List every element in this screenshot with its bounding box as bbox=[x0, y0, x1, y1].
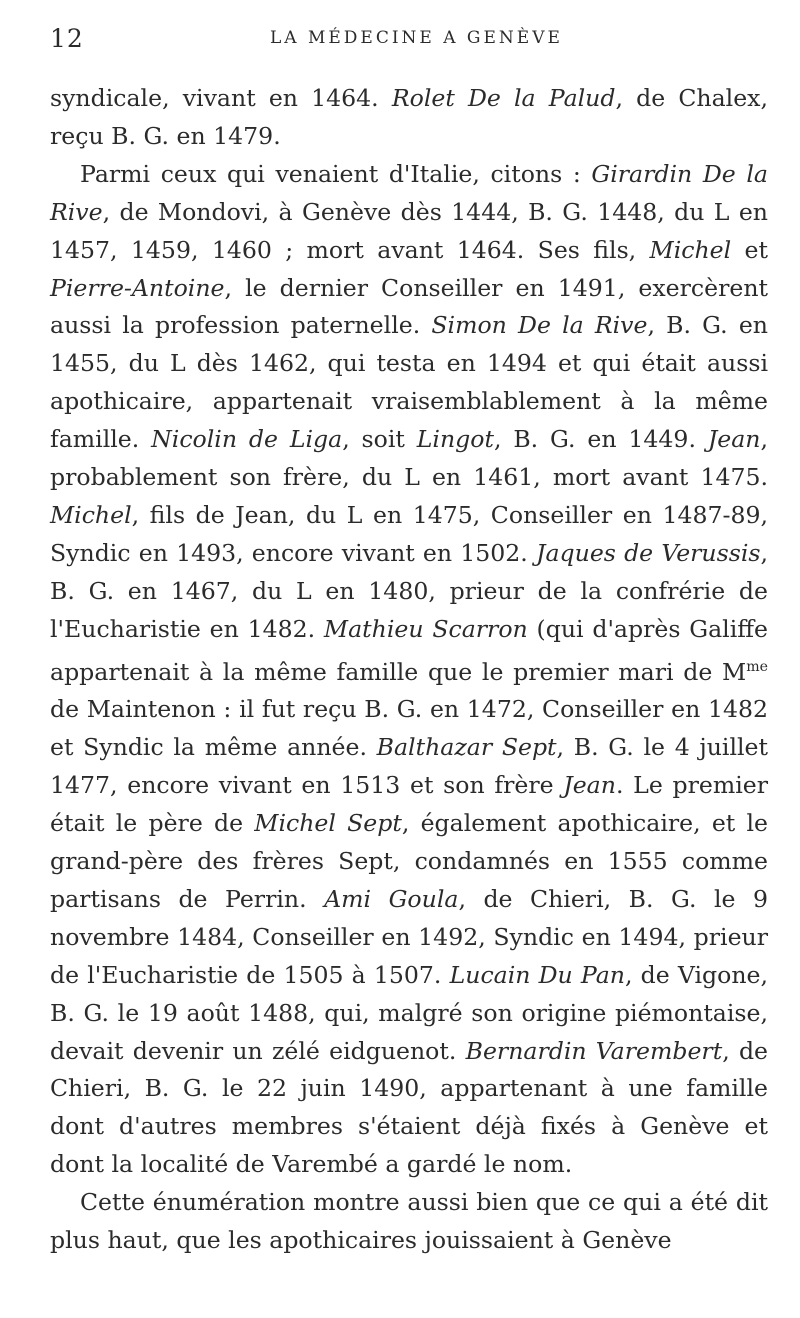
text-run: , B. G. en 1455, du L dès 1462, qui testa en 1494 et qui était aussi apothicaire, appartenait vraisemblablement à la même famille. bbox=[50, 311, 768, 454]
person-name: Lingot bbox=[416, 425, 494, 454]
text-run: , de Mondovi, à Genève dès 1444, B. G. 1448, du L en 1457, 1459, 1460 ; mort avant 1464. Ses fils, bbox=[50, 197, 768, 264]
person-name: Simon De la Rive bbox=[431, 311, 648, 340]
person-name: Balthazar Sept bbox=[376, 733, 557, 762]
person-name: Rolet De la Palud bbox=[391, 84, 616, 112]
person-name: Michel bbox=[50, 500, 132, 529]
text-run: , fils de Jean, du L en 1475, Conseiller en 1487-89, Syndic en 1493, encore vivant en 1502. bbox=[50, 500, 768, 567]
text-run: , le dernier Conseiller en 1491, exercèrent aussi la profession paternelle. bbox=[50, 273, 768, 340]
body-text bbox=[50, 80, 768, 1260]
text-run: , B. G. en 1467, du L en 1480, prieur de la confrérie de l'Eucharistie en 1482. bbox=[50, 538, 769, 643]
paragraph bbox=[50, 156, 768, 1184]
text-run: , de Chieri, B. G. le 22 juin 1490, appartenant à une famille dont d'autres membres s'étaient déjà fixés à Genève et dont la localité de Varembé a gardé le nom. bbox=[50, 1036, 769, 1179]
text-run: , soit bbox=[342, 425, 417, 454]
text-run: et bbox=[731, 235, 768, 264]
paragraph bbox=[50, 80, 768, 156]
text-run: , de Chieri, B. G. le 9 novembre 1484, Conseiller en 1492, Syndic en 1494, prieur de l'Eucharistie de 1505 à 1507. bbox=[50, 884, 768, 989]
person-name: Mathieu Scarron bbox=[323, 614, 528, 643]
person-name: Ami Goula bbox=[324, 884, 459, 913]
page-number: 12 bbox=[50, 24, 84, 53]
text-run: , de Chalex, reçu B. G. en 1479. bbox=[50, 84, 768, 150]
person-name: Girardin De la Rive bbox=[50, 159, 768, 226]
page-header bbox=[50, 22, 760, 62]
text-run: (qui d'après Galiffe appartenait à la même famille que le premier mari de M bbox=[50, 614, 768, 686]
person-name: Pierre-Antoine bbox=[50, 273, 225, 302]
person-name: Michel Sept bbox=[254, 809, 402, 838]
person-name: Jean bbox=[707, 425, 761, 454]
text-run: Cette énumération montre aussi bien que ce qui a été dit plus haut, que les apothicaires jouissaient à Genève bbox=[50, 1188, 768, 1255]
paragraph bbox=[50, 1184, 768, 1260]
person-name: Lucain Du Pan bbox=[449, 960, 625, 989]
text-run: , probablement son frère, du L en 1461, mort avant 1475. bbox=[50, 425, 768, 492]
text-run: , B. G. le 4 juillet 1477, encore vivant en 1513 et son frère bbox=[50, 733, 768, 800]
text-run: Parmi ceux qui venaient d'Italie, citons : bbox=[80, 159, 592, 188]
person-name: Bernardin Varembert bbox=[465, 1036, 723, 1065]
text-run: , également apothicaire, et le grand-père des frères Sept, condamnés en 1555 comme partisans de Perrin. bbox=[50, 809, 768, 913]
person-name: Nicolin de Liga bbox=[151, 425, 343, 454]
running-title: LA MÉDECINE A GENÈVE bbox=[270, 28, 563, 48]
text-run: syndicale, vivant en 1464. bbox=[50, 84, 392, 112]
text-run: de Maintenon : il fut reçu B. G. en 1472, Conseiller en 1482 et Syndic la même année. bbox=[50, 695, 768, 762]
text-run: . Le premier était le père de bbox=[50, 771, 768, 838]
text-run: , de Vigone, B. G. le 19 août 1488, qui, malgré son origine piémontaise, devait devenir un zélé eidguenot. bbox=[50, 960, 769, 1065]
superscript: me bbox=[746, 658, 768, 675]
text-run: , B. G. en 1449. bbox=[493, 425, 708, 454]
person-name: Michel bbox=[649, 235, 732, 264]
person-name: Jean bbox=[563, 771, 616, 800]
person-name: Jaques de Verussis bbox=[536, 538, 761, 567]
